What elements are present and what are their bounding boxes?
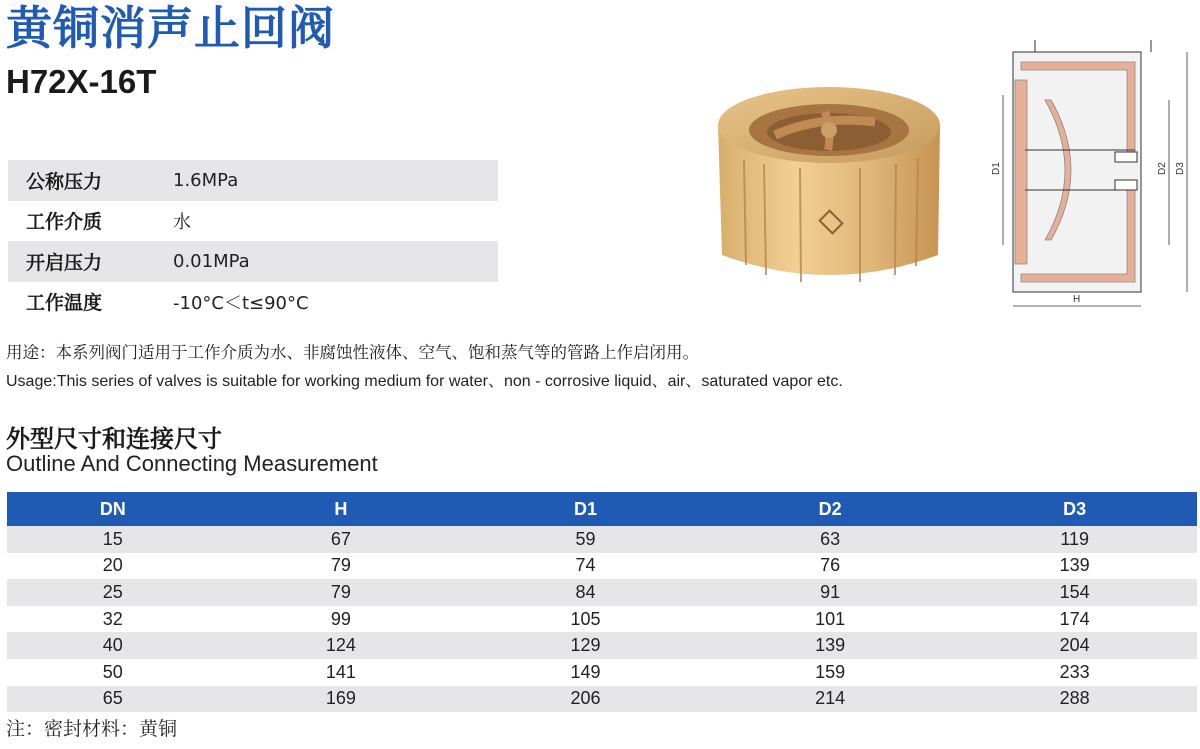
model-number: H72X-16T (6, 63, 157, 100)
table-cell: 204 (952, 632, 1197, 659)
table-cell: 20 (102, 555, 123, 576)
table-cell: 74 (575, 555, 596, 576)
table-row (7, 553, 1197, 580)
table-cell: 139 (708, 632, 953, 659)
table-cell: 67 (219, 526, 464, 553)
table-cell: 99 (330, 608, 351, 629)
header-d2: D2 (708, 492, 953, 526)
table-cell: 119 (952, 526, 1197, 553)
table-row (7, 579, 1197, 606)
table-cell: 101 (815, 608, 846, 629)
spec-value: -10°C＜t≤90°C (173, 292, 309, 314)
product-title: 黄铜消声止回阀 (6, 1, 335, 55)
table-cell: 169 (219, 686, 464, 713)
table-cell: 76 (820, 555, 841, 576)
table-cell: 288 (952, 686, 1197, 713)
table-cell: 129 (463, 632, 708, 659)
spec-row (8, 201, 498, 242)
section-title-cn: 外型尺寸和连接尺寸 (6, 425, 222, 453)
table-cell: 40 (7, 632, 219, 659)
table-cell: 159 (815, 661, 846, 682)
table-cell: 174 (1059, 608, 1090, 629)
dim-label-d1: D1 (991, 162, 1002, 175)
spec-row (8, 160, 498, 201)
dim-label-d2: D2 (1157, 162, 1168, 175)
table-row (7, 632, 1197, 659)
table-cell: 25 (7, 579, 219, 606)
table-cell: 105 (570, 608, 601, 629)
table-cell: 59 (463, 526, 708, 553)
valve-photo (700, 80, 960, 300)
material-note: 注：密封材料：黄铜 (6, 718, 178, 740)
table-row (7, 686, 1197, 713)
header-d1: D1 (463, 492, 708, 526)
table-cell: 149 (570, 661, 601, 682)
table-cell: 65 (7, 686, 219, 713)
dimension-table (7, 492, 1197, 712)
table-cell: 50 (102, 661, 123, 682)
table-header-row (7, 492, 1197, 526)
spec-row (8, 241, 498, 282)
table-cell: 91 (708, 579, 953, 606)
spec-list (8, 160, 498, 322)
spec-label: 开启压力 (26, 251, 103, 274)
table-cell: 32 (102, 608, 123, 629)
table-cell: 154 (952, 579, 1197, 606)
table-cell: 124 (219, 632, 464, 659)
spec-label: 工作介质 (26, 211, 103, 234)
header-d3: D3 (952, 492, 1197, 526)
spec-value: 0.01MPa (173, 250, 250, 272)
spec-row (8, 282, 498, 323)
table-cell: 84 (463, 579, 708, 606)
spec-label: 工作温度 (26, 292, 103, 315)
dim-label-h: H (1073, 294, 1081, 305)
table-row (7, 526, 1197, 553)
table-cell: 233 (1059, 661, 1090, 682)
spec-label: 公称压力 (26, 170, 103, 193)
table-row (7, 659, 1197, 686)
table-cell: 79 (219, 579, 464, 606)
table-cell: 15 (7, 526, 219, 553)
spec-value: 水 (173, 211, 191, 233)
table-cell: 206 (463, 686, 708, 713)
table-cell: 63 (708, 526, 953, 553)
spec-value: 1.6MPa (173, 169, 239, 191)
header-h: H (219, 492, 464, 526)
section-drawing (985, 40, 1200, 320)
header-dn: DN (7, 492, 219, 526)
usage-cn: 用途：本系列阀门适用于工作介质为水、非腐蚀性液体、空气、饱和蒸气等的管路上作启闭用。 (6, 343, 699, 362)
table-cell: 214 (708, 686, 953, 713)
usage-en: Usage:This series of valves is suitable for working medium for water、non - corrosive liquid、air、saturated vapor etc. (6, 373, 843, 390)
table-row (7, 606, 1197, 633)
table-cell: 139 (1059, 555, 1090, 576)
table-cell: 141 (325, 661, 356, 682)
dim-label-d3: D3 (1175, 162, 1186, 175)
section-title-en: Outline And Connecting Measurement (6, 451, 378, 476)
table-cell: 79 (330, 555, 351, 576)
